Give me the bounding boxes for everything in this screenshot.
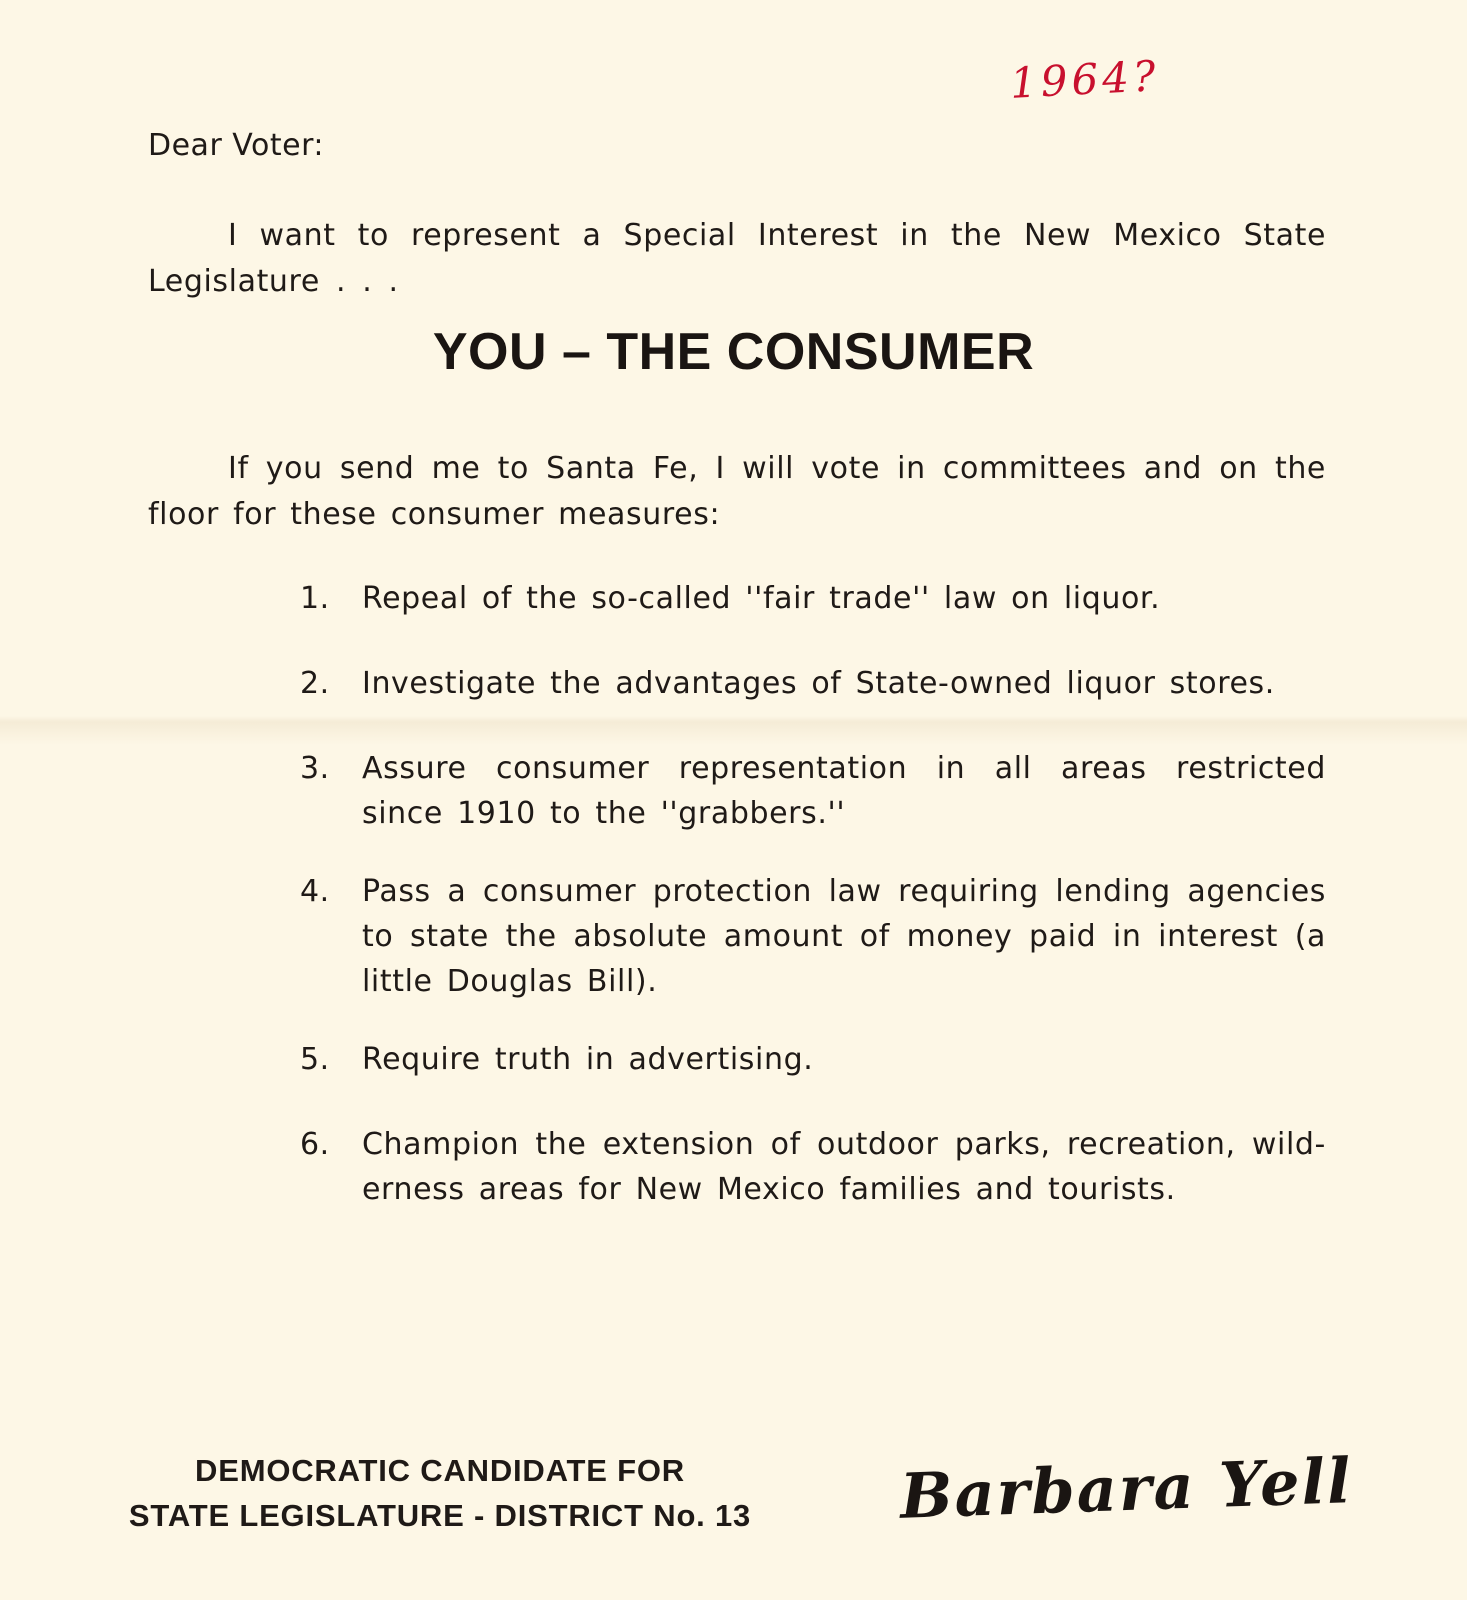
measure-item <box>300 869 1326 1004</box>
salutation: Dear Voter: <box>148 128 324 163</box>
measure-number: 4. <box>300 874 330 909</box>
measure-item <box>300 661 1326 706</box>
measure-number: 2. <box>300 666 330 701</box>
candidate-title <box>120 1448 760 1538</box>
measure-text: Require truth in advertising. <box>362 1042 814 1077</box>
candidate-title-line-1: DEMOCRATIC CANDIDATE FOR <box>195 1453 685 1488</box>
headline: YOU – THE CONSUMER <box>432 323 1035 381</box>
measure-item <box>300 746 1326 836</box>
measure-item <box>300 1037 1326 1082</box>
handwritten-year-annotation: 1964? <box>1008 51 1161 108</box>
measure-number: 3. <box>300 751 330 786</box>
measure-number: 1. <box>300 581 330 616</box>
measure-item <box>300 576 1326 621</box>
intro-paragraph: I want to represent a Special Interest in the New Mexico State Legislature . . . <box>148 218 1326 299</box>
measures-list <box>300 576 1326 1212</box>
measure-text: Assure consumer representation in all areas restricted since 1910 to the ''grabbers.'' <box>362 751 1326 831</box>
candidate-signature: Barbara Yell <box>898 1444 1354 1533</box>
lead-paragraph: If you send me to Santa Fe, I will vote in committees and on the floor for these consumer measures: <box>148 451 1326 532</box>
candidate-title-line-2: STATE LEGISLATURE - DISTRICT No. 13 <box>128 1498 752 1533</box>
measure-text: Repeal of the so-called ''fair trade'' law on liquor. <box>362 581 1161 616</box>
measure-number: 5. <box>300 1042 330 1077</box>
measure-item <box>300 1122 1326 1212</box>
measure-text: Pass a consumer protection law requiring lending agencies to state the absolute amount of money paid in interest (a little Douglas Bill). <box>362 874 1326 999</box>
measure-text: Investigate the advantages of State-owned liquor stores. <box>362 666 1275 701</box>
measure-text: Champion the extension of outdoor parks, recreation, wild-erness areas for New Mexico families and tourists. <box>362 1127 1326 1207</box>
measure-number: 6. <box>300 1127 330 1162</box>
